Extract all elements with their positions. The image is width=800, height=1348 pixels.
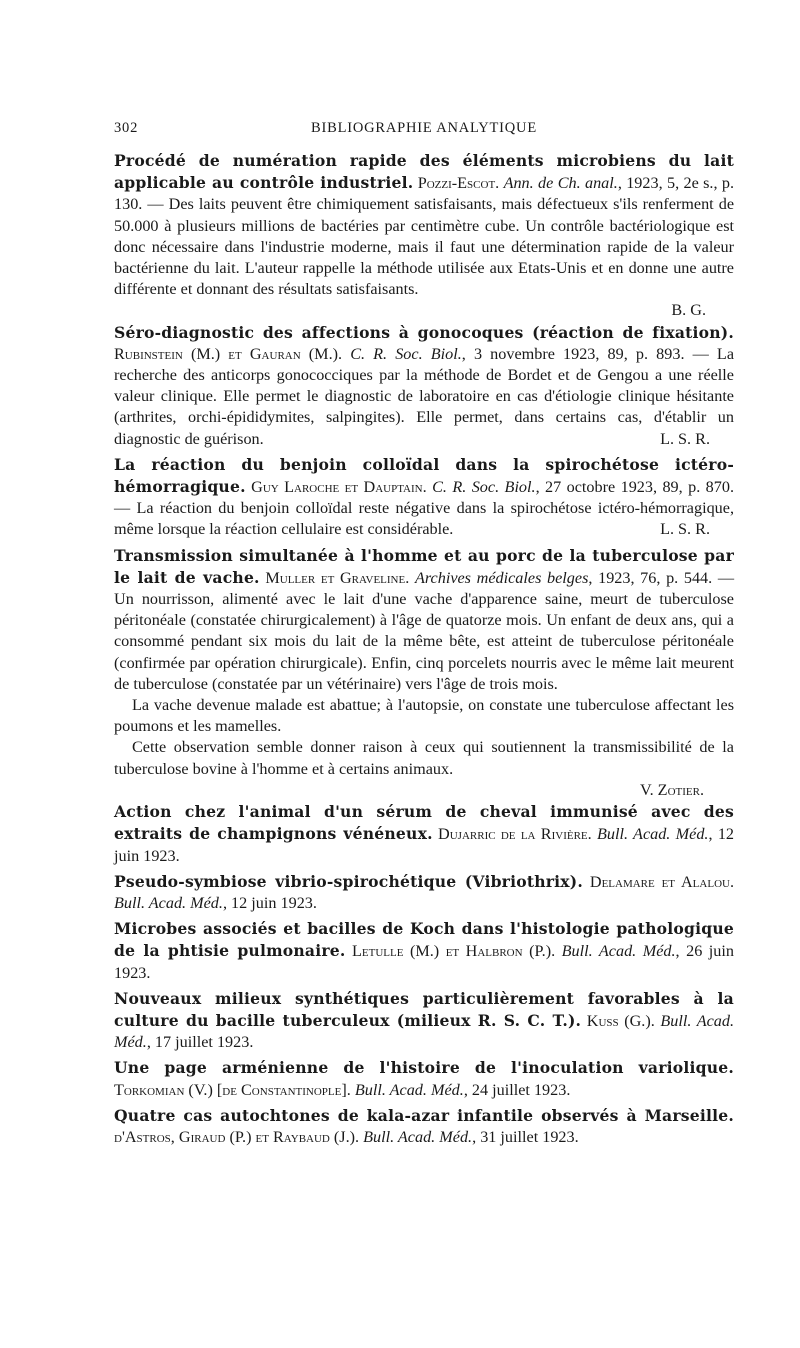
entry-details: , 3 novembre 1923, 89, p. 893. — xyxy=(461,344,709,363)
entry-abstract: Des laits peuvent être chimiquement satisfaisants, mais défectueux s'ils renferment de 50.000 à plusieurs millions de bactéries par centimètre cube. Un contrôle bactériologique est donc nécessaire dans l'industrie moderne, mais il faut une détermination rapide de la valeur bactérienne du lait. L'auteur rappelle la méthode utilisée aux Etats-Unis et en donne une autre différente et donnant des résultats satisfaisants. xyxy=(114,195,735,299)
page-number: 302 xyxy=(114,120,139,136)
entry-abstract: La réaction du benjoin colloïdal reste négative dans la spirochétose ictéro-hémorragique, même lorsque la réaction cellulaire est considérable. xyxy=(114,499,734,539)
entry-authors: Muller et Graveline. xyxy=(265,568,410,587)
entry-title: Séro-diagnostic des affections à gonocoques (réaction de fixation). xyxy=(114,322,734,342)
bibliography-entry xyxy=(114,988,734,1054)
entry-authors: Delamare et Alalou. xyxy=(589,872,734,891)
bibliography-entry xyxy=(114,918,734,984)
entry-citation: Ann. de Ch. anal. xyxy=(503,174,618,193)
entry-citation: Archives médicales belges xyxy=(414,568,589,587)
entry-details: , 26 juin 1923. xyxy=(114,942,734,982)
entry-authors: Dujarric de la Rivière. xyxy=(438,825,592,844)
entry-details: , 1923, 5, 2e s., p. 130. — xyxy=(114,174,735,214)
entry-citation: Bull. Acad. Méd. xyxy=(114,893,223,912)
bibliography-entry xyxy=(114,454,734,541)
entry-details: , 12 juin 1923. xyxy=(114,825,735,865)
entry-abstract: La recherche des anticorps gonococciques par la méthode de Bordet et de Gengou a une réelle valeur clinique. Elle permet le diagnostic de laboratoire en cas d'étiologie clinique hésitante (arthrites, orchi-épididymites, salpingites). Elle permet, dans certains cas, d'établir un diagnostic de guérison. xyxy=(114,344,735,448)
entry-authors: Guy Laroche et Dauptain. xyxy=(251,478,427,497)
entry-signature: L. S. R. xyxy=(660,429,710,448)
entry-title: Action chez l'animal d'un sérum de cheval immunisé avec des extraits de champignons vénéneux. xyxy=(114,802,734,844)
bibliography-entry xyxy=(114,801,734,867)
entry-authors: Rubinstein (M.) et Gauran (M.). xyxy=(114,344,343,363)
entry-title: La réaction du benjoin colloïdal dans la spirochétose ictéro-hémorragique. xyxy=(114,454,734,497)
entry-citation: Bull. Acad. Méd. xyxy=(561,942,676,961)
bibliography-entry xyxy=(114,871,734,914)
entry-title: Nouveaux milieux synthétiques particulièrement favorables à la culture du bacille tuberculeux (milieux R. S. C. T.). xyxy=(114,988,734,1030)
bibliography-body xyxy=(114,150,734,1148)
entry-citation: C. R. Soc. Biol. xyxy=(350,344,462,363)
entry-title: Une page arménienne de l'histoire de l'inoculation variolique. xyxy=(114,1058,734,1078)
entry-title: Quatre cas autochtones de kala-azar infantile observés à Marseille. xyxy=(114,1105,734,1125)
bibliography-entry xyxy=(114,1105,734,1148)
entry-details: , 27 octobre 1923, 89, p. 870. — xyxy=(114,478,734,518)
entry-details: , 31 juillet 1923. xyxy=(472,1127,579,1146)
entry-citation: Bull. Acad. Méd. xyxy=(597,825,709,844)
entry-citation: Bull. Acad. Méd. xyxy=(363,1127,473,1146)
entry-details: , 24 juillet 1923. xyxy=(463,1080,571,1099)
entry-authors: d'Astros, Giraud (P.) et Raybaud (J.). xyxy=(114,1127,360,1146)
entry-title: Pseudo-symbiose vibrio-spirochétique (Vibriothrix). xyxy=(114,871,584,891)
entry-title: Procédé de numération rapide des éléments microbiens du lait applicable au contrôle industriel. xyxy=(114,151,734,193)
entry-authors: Pozzi-Escot. xyxy=(417,174,500,193)
entry-signature: L. S. R. xyxy=(660,520,710,539)
bibliography-entry xyxy=(114,322,734,450)
entry-signature: V. Zotier. xyxy=(639,780,704,799)
entry-citation: C. R. Soc. Biol. xyxy=(432,478,536,497)
entry-paragraph: Cette observation semble donner raison à ceux qui soutiennent la transmissibilité de la tuberculose bovine à l'homme et à certains animaux. xyxy=(114,738,734,778)
entry-details: , 17 juillet 1923. xyxy=(146,1033,254,1052)
entry-authors: Torkomian (V.) [de Constantinople]. xyxy=(114,1080,351,1099)
bibliography-entry xyxy=(114,150,734,322)
running-title: BIBLIOGRAPHIE ANALYTIQUE xyxy=(311,120,537,136)
entry-abstract: Un nourrisson, alimenté avec le lait d'une vache d'apparence saine, meurt de tuberculose péritonéale (constatée chirurgicalement) à l'âge de quatorze mois. Un enfant de deux ans, qui a consommé pendant six mois du lait de la même bête, est atteint de tuberculose péritonéale (confirmée par opération chirurgicale). Enfin, cinq porcelets nourris avec le même lait meurent de tuberculose (constatée par un vétérinaire) vers l'âge de trois mois. xyxy=(114,590,734,693)
entry-details: , 1923, 76, p. 544. — xyxy=(588,568,735,587)
entry-signature: B. G. xyxy=(671,301,706,320)
bibliography-entry xyxy=(114,1057,734,1100)
entry-authors: Letulle (M.) et Halbron (P.). xyxy=(352,942,556,961)
entry-citation: Bull. Acad. Méd. xyxy=(354,1080,464,1099)
entry-paragraph: La vache devenue malade est abattue; à l'autopsie, on constate une tuberculose affectant les poumons et les mamelles. xyxy=(114,696,734,736)
entry-title: Transmission simultanée à l'homme et au porc de la tuberculose par le lait de vache. xyxy=(114,545,734,587)
page-header xyxy=(114,120,734,142)
entry-title: Microbes associés et bacilles de Koch dans l'histologie pathologique de la phtisie pulmonaire. xyxy=(114,919,734,961)
entry-authors: Kuss (G.). xyxy=(586,1011,655,1030)
entry-details: , 12 juin 1923. xyxy=(222,893,317,912)
bibliography-entry xyxy=(114,545,734,801)
entry-citation: Bull. Acad. Méd. xyxy=(114,1011,735,1052)
